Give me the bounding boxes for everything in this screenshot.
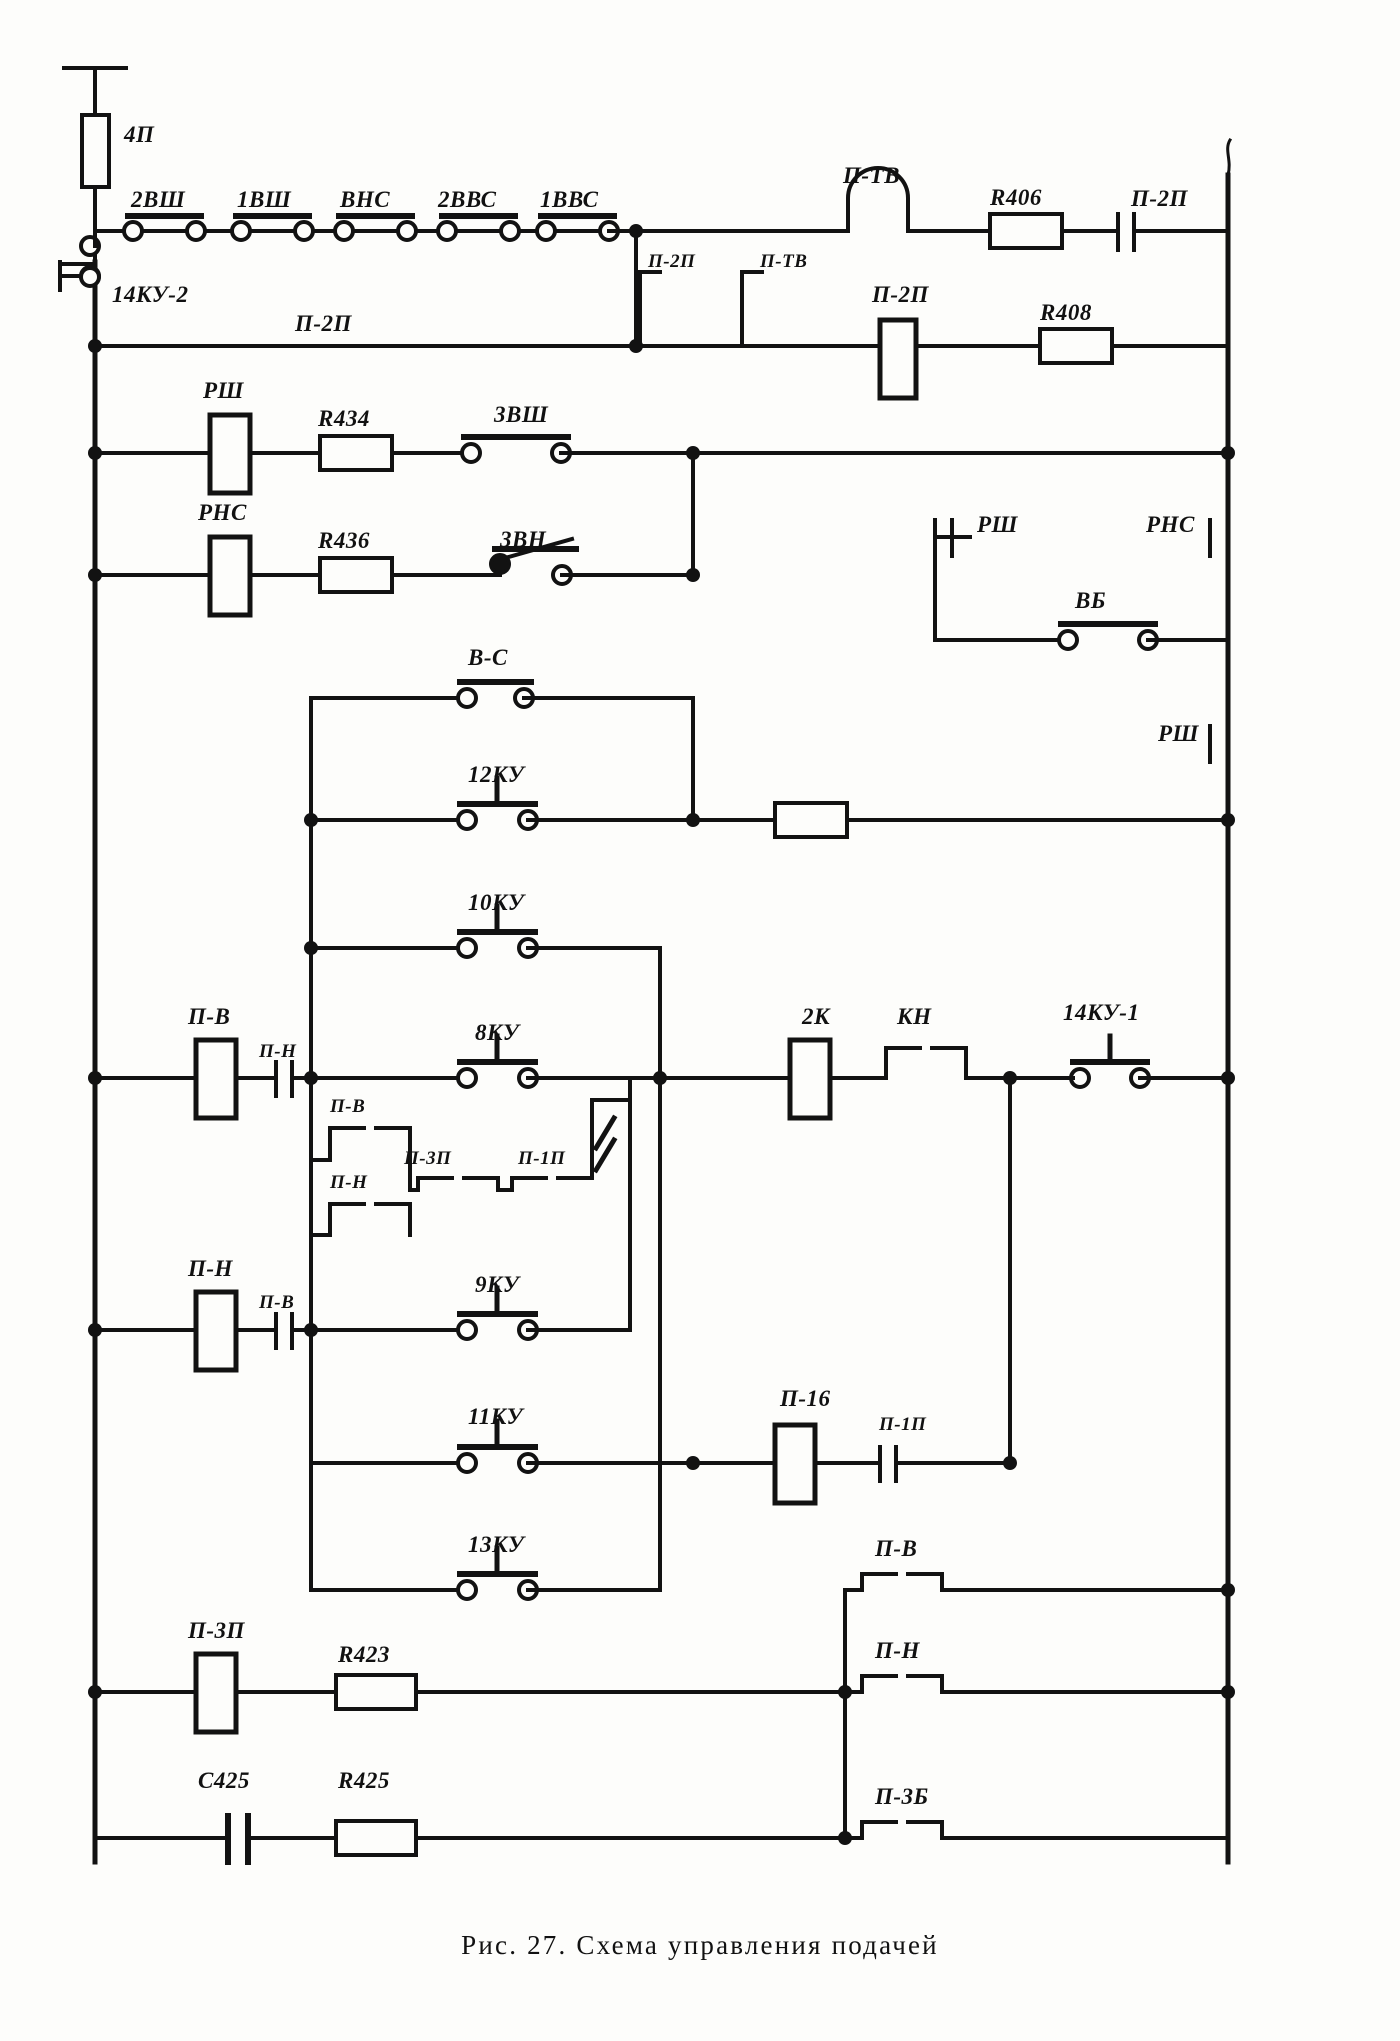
label-contact-pv-3: П-В xyxy=(259,1292,295,1313)
label-coil-rns: РНС xyxy=(198,500,247,525)
label-button-14ku-1: 14КУ-1 xyxy=(1063,1000,1140,1025)
coil-p16-body xyxy=(775,1425,815,1503)
wire-right-bus-break xyxy=(1228,140,1230,175)
label-coil-pv: П-В xyxy=(188,1004,231,1029)
label-switch-2vvs: 2ВВС xyxy=(438,187,497,212)
label-contact-p1p-2: П-1П xyxy=(879,1414,927,1435)
coil-pn-body xyxy=(196,1292,236,1370)
label-button-11ku: 11КУ xyxy=(468,1404,524,1429)
coil-rns-body xyxy=(210,537,250,615)
switch-vns-right-term xyxy=(398,222,416,240)
label-switch-vs: В-С xyxy=(468,645,508,670)
label-button-13ku: 13КУ xyxy=(468,1532,525,1557)
label-contact-p3b: П-3Б xyxy=(875,1784,929,1809)
label-button-10ku: 10КУ xyxy=(468,890,525,915)
switch-2vsh-right-term xyxy=(187,222,205,240)
label-contact-pn-2: П-Н xyxy=(330,1172,368,1193)
label-contact-rns-right: РНС xyxy=(1146,512,1195,537)
label-coil-p-tv: П-ТВ xyxy=(843,163,900,188)
switch-2vvs-right-term xyxy=(501,222,519,240)
label-switch-1vvs: 1ВВС xyxy=(540,187,599,212)
coil-2k-body xyxy=(790,1040,830,1118)
label-resistor-r408: R408 xyxy=(1040,300,1092,325)
switch-1vsh-right-term xyxy=(295,222,313,240)
label-capacitor-c425: C425 xyxy=(198,1768,250,1793)
label-contact-p3p: П-3П xyxy=(404,1148,452,1169)
switch-vns-left-term xyxy=(335,222,353,240)
button-10ku-left-term xyxy=(458,939,476,957)
label-contact-pv-bottom: П-В xyxy=(875,1536,918,1561)
label-contact-p2p-a: П-2П xyxy=(648,251,696,272)
label-resistor-r436: R436 xyxy=(318,528,370,553)
resistor-r406-body xyxy=(990,214,1062,248)
label-contact-kn: КН xyxy=(897,1004,932,1029)
label-coil-p3p: П-3П xyxy=(188,1618,245,1643)
resistor-r423-body xyxy=(336,1675,416,1709)
switch-vs-left-term xyxy=(458,689,476,707)
label-contact-pv-2: П-В xyxy=(330,1096,366,1117)
label-wire-p2p-row2: П-2П xyxy=(295,311,352,336)
label-button-9ku: 9КУ xyxy=(475,1272,520,1297)
label-switch-3vn: 3ВН xyxy=(500,527,547,552)
label-button-14ku-2: 14КУ-2 xyxy=(112,282,189,307)
resistor-r408-body xyxy=(1040,329,1112,363)
label-contact-pn: П-Н xyxy=(259,1041,297,1062)
label-contact-ptv-a: П-ТВ xyxy=(760,251,808,272)
label-contact-rsh-mid: РШ xyxy=(1158,721,1199,746)
switch-1vsh-left-term xyxy=(232,222,250,240)
label-coil-2k: 2К xyxy=(802,1004,831,1029)
label-contact-rsh-right: РШ xyxy=(977,512,1018,537)
switch-3vsh-left-term xyxy=(462,444,480,462)
label-switch-3vsh: 3ВШ xyxy=(494,402,549,427)
label-resistor-r406: R406 xyxy=(990,185,1042,210)
label-switch-2vsh: 2ВШ xyxy=(131,187,186,212)
button-13ku-left-term xyxy=(458,1581,476,1599)
label-fuse-4p: 4П xyxy=(124,122,155,147)
button-9ku-left-term xyxy=(458,1321,476,1339)
label-switch-1vsh: 1ВШ xyxy=(237,187,292,212)
resistor-12ku-line-body xyxy=(775,803,847,837)
label-contact-pn-bottom: П-Н xyxy=(875,1638,920,1663)
resistor-r425-body xyxy=(336,1821,416,1855)
label-resistor-r425: R425 xyxy=(338,1768,390,1793)
label-coil-pn: П-Н xyxy=(188,1256,233,1281)
figure-caption: Рис. 27. Схема управления подачей xyxy=(461,1930,939,1960)
label-button-12ku: 12КУ xyxy=(468,762,525,787)
label-contact-p2p-right: П-2П xyxy=(1131,186,1188,211)
coil-pv-body xyxy=(196,1040,236,1118)
label-resistor-r423: R423 xyxy=(338,1642,390,1667)
label-button-8ku: 8КУ xyxy=(475,1020,520,1045)
switch-2vvs-left-term xyxy=(438,222,456,240)
fuse-4p-body xyxy=(82,115,109,187)
resistor-r434-body xyxy=(320,436,392,470)
label-resistor-r434: R434 xyxy=(318,406,370,431)
switch-2vsh-left-term xyxy=(124,222,142,240)
label-switch-vb: ВБ xyxy=(1075,588,1106,613)
coil-p2p-body xyxy=(880,320,916,398)
label-contact-p1p: П-1П xyxy=(518,1148,566,1169)
switch-vb-left-term xyxy=(1059,631,1077,649)
switch-1vvs-left-term xyxy=(537,222,555,240)
label-coil-p2p: П-2П xyxy=(872,282,929,307)
coil-p3p-body xyxy=(196,1654,236,1732)
label-coil-rsh: РШ xyxy=(203,378,244,403)
button-12ku-left-term xyxy=(458,811,476,829)
resistor-r436-body xyxy=(320,558,392,592)
junction-left-row2 xyxy=(88,339,102,353)
label-switch-vns: ВНС xyxy=(340,187,391,212)
button-8ku-left-term xyxy=(458,1069,476,1087)
button-11ku-left-term xyxy=(458,1454,476,1472)
label-coil-p16: П-16 xyxy=(780,1386,831,1411)
coil-rsh-body xyxy=(210,415,250,493)
